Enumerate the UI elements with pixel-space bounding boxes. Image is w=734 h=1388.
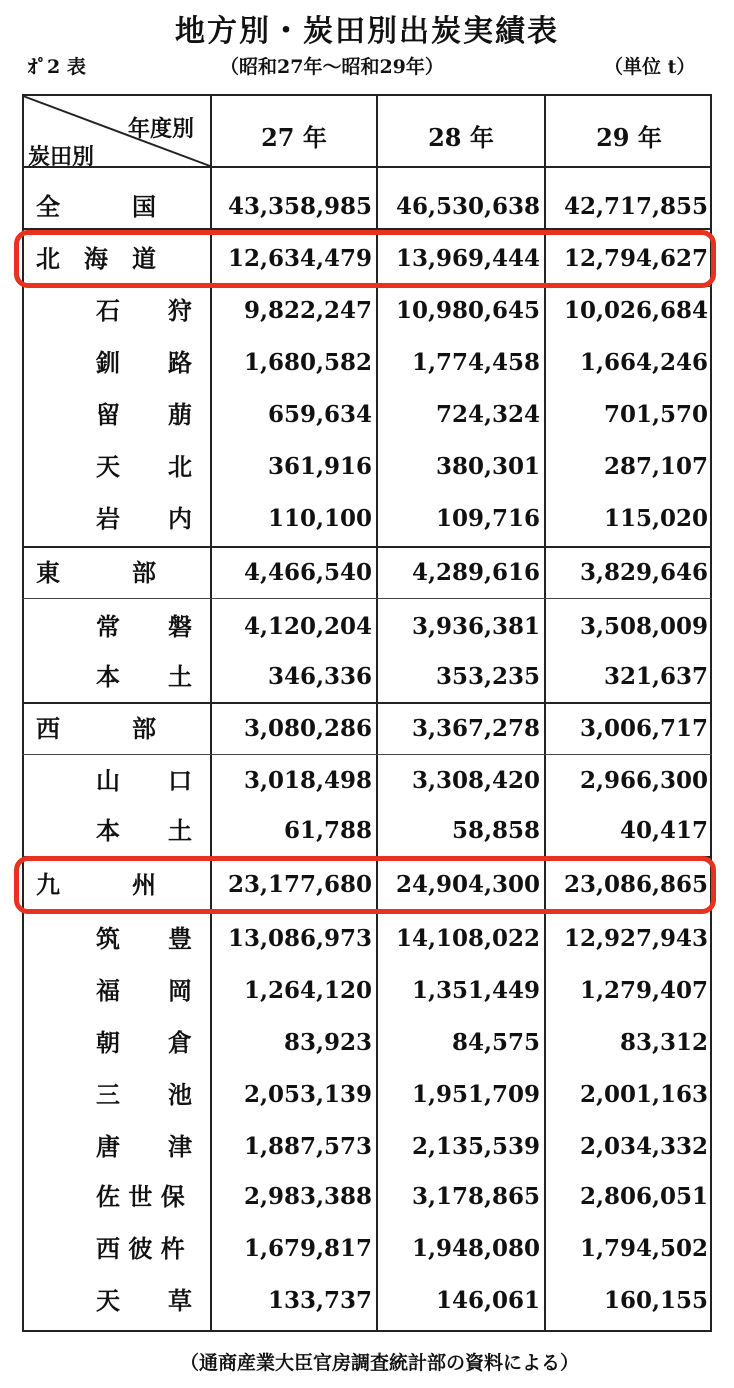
row-label: 本 土 xyxy=(96,817,192,845)
table-row-national xyxy=(22,182,712,232)
header-bottom-line xyxy=(22,166,712,168)
cell-27: 1,887,573 xyxy=(243,1133,372,1160)
period-label: （昭和27年〜昭和29年） xyxy=(220,56,444,78)
cell-29: 160,155 xyxy=(603,1287,708,1314)
table-row-sasebo xyxy=(22,1172,712,1222)
cell-28: 109,716 xyxy=(435,505,540,532)
table-row-karatsu xyxy=(22,1122,712,1172)
row-label: 唐 津 xyxy=(96,1133,192,1161)
cell-29: 287,107 xyxy=(603,453,708,480)
row-label: 留 萠 xyxy=(96,401,192,429)
cell-27: 2,983,388 xyxy=(243,1183,372,1210)
row-label: 山 口 xyxy=(96,767,192,795)
cell-27: 2,053,139 xyxy=(243,1081,372,1108)
cell-29: 3,829,646 xyxy=(579,559,708,586)
row-label: 本 土 xyxy=(96,663,192,691)
cell-29: 2,966,300 xyxy=(579,767,708,794)
cell-29: 2,806,051 xyxy=(579,1183,708,1210)
table-row-joban xyxy=(22,602,712,652)
header-diagonal-line xyxy=(0,0,734,200)
table-row-nishisonogi xyxy=(22,1224,712,1274)
header-year-27: 27 年 xyxy=(261,123,327,152)
highlight-hokkaido-row xyxy=(14,230,716,288)
cell-28: 3,936,381 xyxy=(411,613,540,640)
cell-27: 133,737 xyxy=(267,1287,372,1314)
cell-27: 23,177,680 xyxy=(227,871,372,898)
cell-28: 3,367,278 xyxy=(411,715,540,742)
cell-28: 353,235 xyxy=(435,663,540,690)
table-row-western xyxy=(22,704,712,754)
row-label: 筑 豊 xyxy=(96,925,192,953)
row-label: 佐 世 保 xyxy=(96,1183,185,1211)
row-label: 天 草 xyxy=(96,1287,192,1315)
cell-28: 380,301 xyxy=(435,453,540,480)
cell-28: 1,774,458 xyxy=(411,349,540,376)
cell-28: 2,135,539 xyxy=(411,1133,540,1160)
table-title: 地方別・炭田別出炭実績表 xyxy=(175,14,559,49)
cell-29: 23,086,865 xyxy=(563,871,708,898)
cell-27: 1,264,120 xyxy=(243,977,372,1004)
cell-28: 10,980,645 xyxy=(395,297,540,324)
cell-28: 146,061 xyxy=(435,1287,540,1314)
table-row-hondo-west xyxy=(22,806,712,856)
table-row-chikuho xyxy=(22,914,712,964)
row-divider xyxy=(22,754,712,755)
row-label: 北 海 道 xyxy=(36,245,156,273)
cell-27: 659,634 xyxy=(267,401,372,428)
row-label: 釧 路 xyxy=(96,349,192,377)
cell-28: 24,904,300 xyxy=(395,871,540,898)
source-note: （通商産業大臣官房調査統計部の資料による） xyxy=(180,1352,580,1374)
table-row-tenpoku xyxy=(22,442,712,492)
cell-29: 115,020 xyxy=(603,505,708,532)
cell-29: 3,006,717 xyxy=(579,715,708,742)
header-field-axis: 炭田別 xyxy=(28,144,95,170)
row-label: 西 部 xyxy=(36,715,156,743)
cell-28: 14,108,022 xyxy=(395,925,540,952)
highlight-kyushu-row xyxy=(14,856,716,914)
row-divider xyxy=(22,598,712,599)
cell-27: 110,100 xyxy=(267,505,372,532)
row-label: 岩 内 xyxy=(96,505,192,533)
cell-28: 1,948,080 xyxy=(411,1235,540,1262)
cell-29: 83,312 xyxy=(619,1029,708,1056)
cell-27: 4,466,540 xyxy=(243,559,372,586)
cell-28: 724,324 xyxy=(435,401,540,428)
table-row-ishikari xyxy=(22,286,712,336)
cell-28: 4,289,616 xyxy=(411,559,540,586)
cell-28: 1,951,709 xyxy=(411,1081,540,1108)
cell-29: 10,026,684 xyxy=(563,297,708,324)
cell-29: 12,927,943 xyxy=(563,925,708,952)
cell-27: 3,018,498 xyxy=(243,767,372,794)
row-label: 西 彼 杵 xyxy=(96,1235,185,1263)
row-label: 全 国 xyxy=(36,193,156,221)
cell-27: 3,080,286 xyxy=(243,715,372,742)
table-row-miike xyxy=(22,1070,712,1120)
cell-27: 361,916 xyxy=(267,453,372,480)
cell-29: 321,637 xyxy=(603,663,708,690)
cell-29: 1,794,502 xyxy=(579,1235,708,1262)
cell-28: 1,351,449 xyxy=(411,977,540,1004)
table-row-yamaguchi xyxy=(22,756,712,806)
row-label: 三 池 xyxy=(96,1081,192,1109)
cell-28: 46,530,638 xyxy=(395,193,540,220)
cell-28: 13,969,444 xyxy=(395,245,540,272)
cell-27: 4,120,204 xyxy=(243,613,372,640)
row-label: 朝 倉 xyxy=(96,1029,192,1057)
cell-27: 346,336 xyxy=(267,663,372,690)
cell-29: 12,794,627 xyxy=(563,245,708,272)
row-label: 東 部 xyxy=(36,559,156,587)
table-row-rumoi xyxy=(22,390,712,440)
row-label: 九 州 xyxy=(36,871,156,899)
cell-28: 84,575 xyxy=(451,1029,540,1056)
header-year-axis: 年度別 xyxy=(128,116,195,142)
table-row-eastern xyxy=(22,548,712,598)
row-label: 常 磐 xyxy=(96,613,192,641)
cell-27: 43,358,985 xyxy=(227,193,372,220)
row-label: 天 北 xyxy=(96,453,192,481)
cell-27: 1,679,817 xyxy=(243,1235,372,1262)
table-row-kushiro xyxy=(22,338,712,388)
cell-29: 2,001,163 xyxy=(579,1081,708,1108)
table-row-hondo-east xyxy=(22,652,712,702)
cell-29: 1,664,246 xyxy=(579,349,708,376)
cell-27: 61,788 xyxy=(283,817,372,844)
table-number: ｵﾟ2 表 xyxy=(28,56,86,78)
row-label: 石 狩 xyxy=(96,297,192,325)
cell-29: 3,508,009 xyxy=(579,613,708,640)
cell-27: 12,634,479 xyxy=(227,245,372,272)
header-year-29: 29 年 xyxy=(596,123,662,152)
cell-28: 3,178,865 xyxy=(411,1183,540,1210)
cell-27: 83,923 xyxy=(283,1029,372,1056)
cell-29: 2,034,332 xyxy=(579,1133,708,1160)
cell-29: 1,279,407 xyxy=(579,977,708,1004)
header-year-28: 28 年 xyxy=(428,123,494,152)
table-row-fukuoka xyxy=(22,966,712,1016)
unit-label: （単位 t） xyxy=(604,56,696,78)
row-label: 福 岡 xyxy=(96,977,192,1005)
table-row-iwanai xyxy=(22,494,712,544)
cell-28: 3,308,420 xyxy=(411,767,540,794)
cell-29: 42,717,855 xyxy=(563,193,708,220)
cell-29: 701,570 xyxy=(603,401,708,428)
table-row-amakusa xyxy=(22,1276,712,1326)
cell-27: 9,822,247 xyxy=(243,297,372,324)
cell-27: 1,680,582 xyxy=(243,349,372,376)
table-row-asakura xyxy=(22,1018,712,1068)
cell-27: 13,086,973 xyxy=(227,925,372,952)
cell-28: 58,858 xyxy=(451,817,540,844)
cell-29: 40,417 xyxy=(619,817,708,844)
